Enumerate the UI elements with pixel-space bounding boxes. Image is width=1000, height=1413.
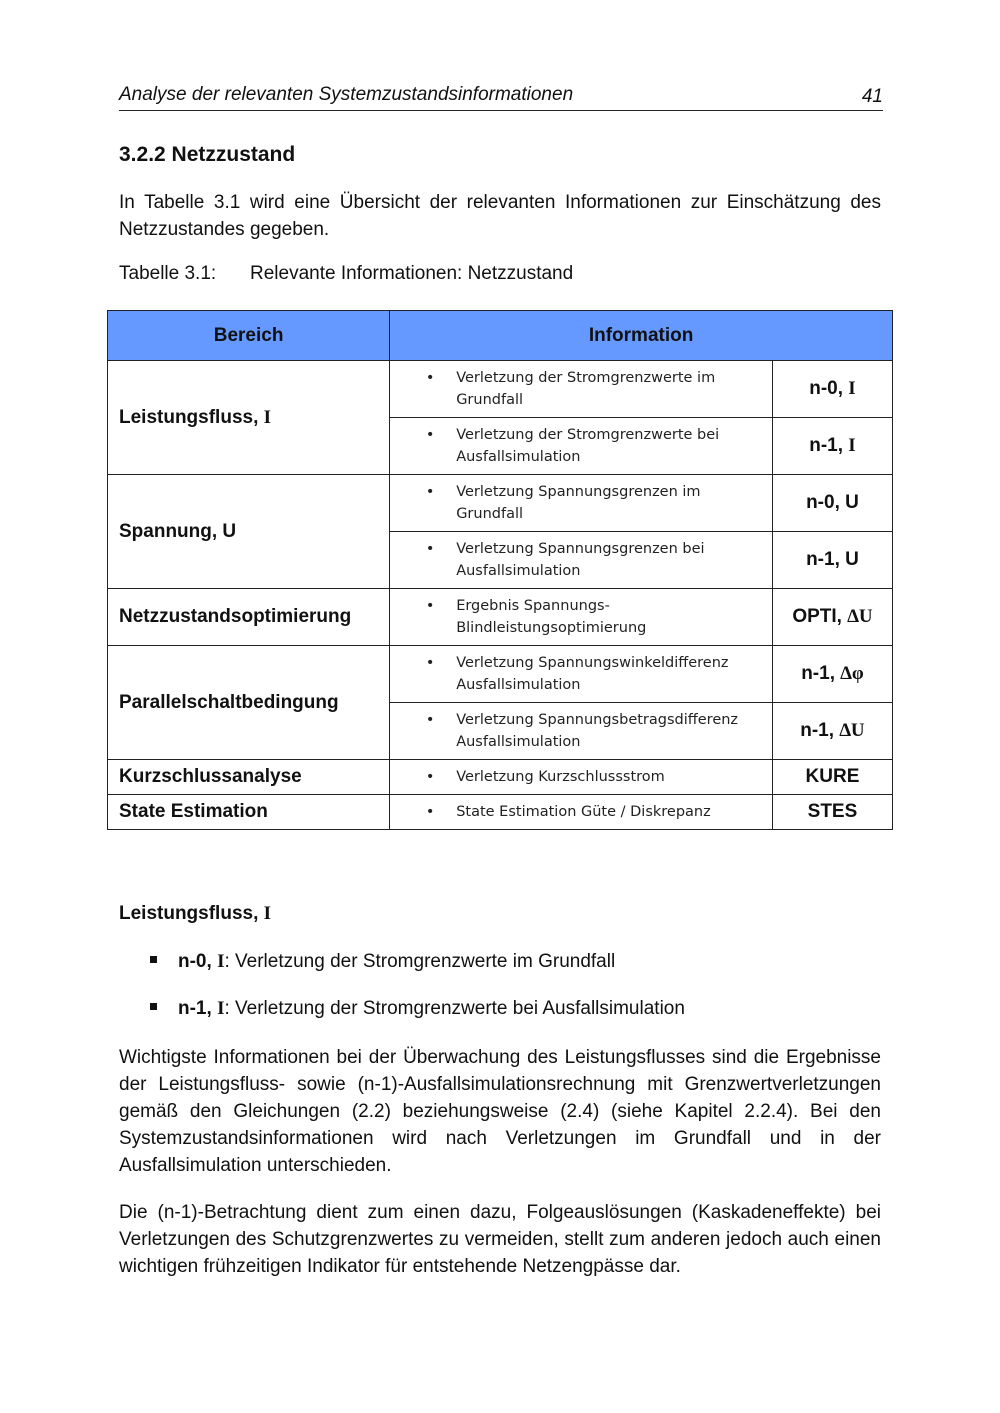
list-item: n-0, I: Verletzung der Stromgrenzwerte im Grundfall <box>150 951 615 973</box>
bereich-cell: State Estimation <box>108 795 390 830</box>
table-header-row <box>108 311 893 361</box>
info-cell: • Verletzung der Stromgrenzwerte bei Ausfallsimulation <box>390 418 773 475</box>
code-cell: n-1, I <box>772 418 892 475</box>
body-paragraph: Die (n-1)-Betrachtung dient zum einen dazu, Folgeauslösungen (Kaskadeneffekte) bei Verletzungen des Schutzgrenzwertes zu vermeiden, stellt zum anderen jedoch auch einen wichtigen frühzeitigen Indikator für entstehende Netzengpässe dar. <box>119 1202 881 1277</box>
square-bullet-icon <box>150 1003 157 1010</box>
info-cell: • State Estimation Güte / Diskrepanz <box>390 795 773 830</box>
table-row <box>108 646 893 703</box>
bullet-icon: • <box>425 484 435 500</box>
code-cell: n-0, U <box>772 475 892 532</box>
info-cell: • Verletzung der Stromgrenzwerte im Grundfall <box>390 361 773 418</box>
table-row <box>108 475 893 532</box>
info-table <box>107 310 893 830</box>
table-row <box>108 760 893 795</box>
square-bullet-icon <box>150 956 157 963</box>
running-title: Analyse der relevanten Systemzustandsinformationen <box>119 84 574 105</box>
info-cell: • Ergebnis Spannungs-Blindleistungsoptimierung <box>390 589 773 646</box>
info-cell: • Verletzung Spannungsgrenzen im Grundfall <box>390 475 773 532</box>
bereich-cell: Leistungsfluss, I <box>108 361 390 475</box>
code-cell: KURE <box>772 760 892 795</box>
table-caption <box>119 263 573 285</box>
column-header-bereich: Bereich <box>108 311 390 361</box>
code-cell: n-0, I <box>772 361 892 418</box>
code-cell: n-1, ∆U <box>772 703 892 760</box>
bullet-icon: • <box>425 370 435 386</box>
page-number: 41 <box>861 86 883 107</box>
info-cell: • Verletzung Spannungswinkeldifferenz Ausfallsimulation <box>390 646 773 703</box>
table-row <box>108 795 893 830</box>
info-cell: • Verletzung Spannungsbetragsdifferenz Ausfallsimulation <box>390 703 773 760</box>
bullet-icon: • <box>425 712 435 728</box>
bullet-icon: • <box>425 655 435 671</box>
code-cell: n-1, U <box>772 532 892 589</box>
bereich-cell: Kurzschlussanalyse <box>108 760 390 795</box>
bereich-cell: Netzzustandsoptimierung <box>108 589 390 646</box>
section-heading: 3.2.2 Netzzustand <box>119 143 296 166</box>
list-item: n-1, I: Verletzung der Stromgrenzwerte bei Ausfallsimulation <box>150 998 685 1020</box>
info-cell: • Verletzung Spannungsgrenzen bei Ausfallsimulation <box>390 532 773 589</box>
table-caption-label: Tabelle 3.1: <box>119 263 217 284</box>
bullet-icon: • <box>425 804 435 820</box>
code-cell: OPTI, ∆U <box>772 589 892 646</box>
bullet-icon: • <box>425 427 435 443</box>
bullet-icon: • <box>425 598 435 614</box>
bullet-icon: • <box>425 541 435 557</box>
intro-paragraph: In Tabelle 3.1 wird eine Übersicht der relevanten Informationen zur Einschätzung des Netzzustandes gegeben. <box>119 192 881 240</box>
bereich-cell: Spannung, U <box>108 475 390 589</box>
info-cell: • Verletzung Kurzschlussstrom <box>390 760 773 795</box>
table-row <box>108 361 893 418</box>
code-cell: n-1, ∆φ <box>772 646 892 703</box>
column-header-information: Information <box>390 311 893 361</box>
table-caption-text: Relevante Informationen: Netzzustand <box>250 263 574 284</box>
body-paragraph: Wichtigste Informationen bei der Überwachung des Leistungsflusses sind die Ergebnisse der Leistungsfluss- sowie (n-1)-Ausfallsimulationsrechnung mit Grenzwertverletzungen gemäß den Gleichungen (2.2) beziehungsweise (2.4) (siehe Kapitel 2.2.4). Bei den Systemzustandsinformationen wird nach Verletzungen im Grundfall und in der Ausfallsimulation unterschieden. <box>119 1047 881 1176</box>
code-cell: STES <box>772 795 892 830</box>
table-row <box>108 589 893 646</box>
bullet-icon: • <box>425 769 435 785</box>
page-header <box>119 84 883 111</box>
subsection-heading: Leistungsfluss, I <box>119 903 272 924</box>
bereich-cell: Parallelschaltbedingung <box>108 646 390 760</box>
